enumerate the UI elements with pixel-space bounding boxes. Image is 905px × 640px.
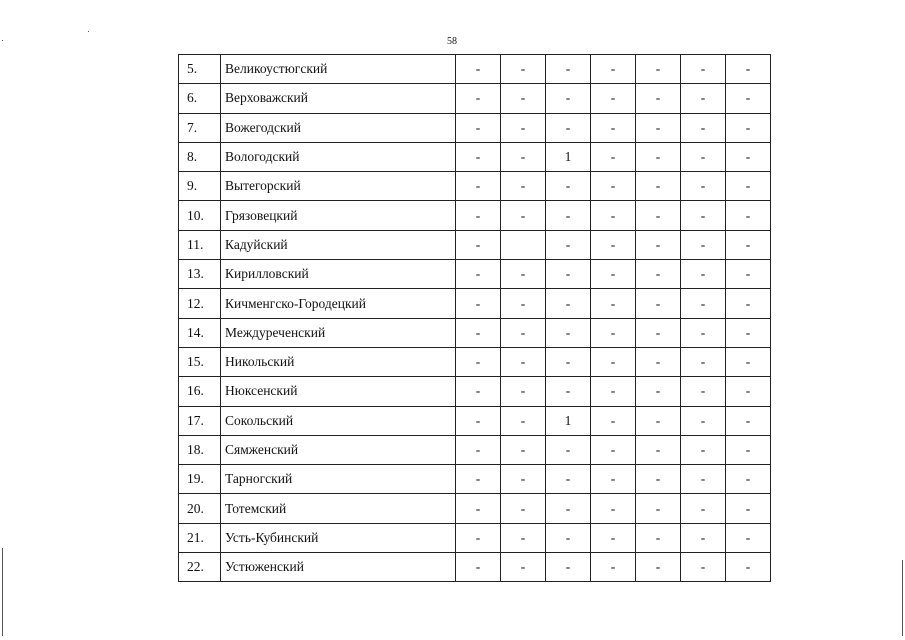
value-cell: - (636, 55, 681, 84)
value-cell: - (456, 406, 501, 435)
district-name: Сокольский (221, 406, 456, 435)
value-cell: - (636, 230, 681, 259)
value-cell: - (546, 55, 591, 84)
value-cell: - (591, 172, 636, 201)
value-cell: - (726, 377, 771, 406)
value-cell: - (636, 553, 681, 582)
table-row (179, 347, 771, 376)
value-cell: - (681, 435, 726, 464)
table-row (179, 172, 771, 201)
row-number: 15. (179, 347, 221, 376)
row-number: 21. (179, 523, 221, 552)
value-cell: - (636, 465, 681, 494)
row-number: 22. (179, 553, 221, 582)
value-cell: - (636, 377, 681, 406)
value-cell: - (681, 201, 726, 230)
value-cell: - (501, 84, 546, 113)
row-number: 14. (179, 318, 221, 347)
value-cell: - (681, 318, 726, 347)
value-cell: - (636, 318, 681, 347)
value-cell: - (591, 494, 636, 523)
value-cell: - (501, 523, 546, 552)
value-cell: - (726, 55, 771, 84)
district-name: Междуреченский (221, 318, 456, 347)
value-cell: - (636, 435, 681, 464)
row-number: 5. (179, 55, 221, 84)
value-cell: 1 (546, 142, 591, 171)
value-cell: - (546, 201, 591, 230)
page-number: 58 (447, 36, 457, 47)
district-name: Вологодский (221, 142, 456, 171)
value-cell: - (456, 230, 501, 259)
value-cell: - (636, 523, 681, 552)
value-cell: - (636, 260, 681, 289)
value-cell: - (546, 465, 591, 494)
value-cell: - (501, 201, 546, 230)
value-cell: - (546, 494, 591, 523)
row-number: 13. (179, 260, 221, 289)
value-cell: - (726, 201, 771, 230)
value-cell: - (726, 553, 771, 582)
value-cell: - (456, 553, 501, 582)
table-row (179, 113, 771, 142)
value-cell: - (456, 84, 501, 113)
table-row (179, 55, 771, 84)
value-cell: - (546, 377, 591, 406)
value-cell: - (591, 435, 636, 464)
district-name: Верховажский (221, 84, 456, 113)
table-row (179, 201, 771, 230)
district-name: Кирилловский (221, 260, 456, 289)
value-cell: - (681, 465, 726, 494)
value-cell: - (591, 142, 636, 171)
value-cell: - (501, 260, 546, 289)
value-cell: - (501, 494, 546, 523)
row-number: 10. (179, 201, 221, 230)
value-cell: - (591, 465, 636, 494)
table-row (179, 260, 771, 289)
value-cell: - (546, 113, 591, 142)
value-cell: - (681, 230, 726, 259)
scan-edge-mark-right (902, 560, 903, 636)
value-cell: - (546, 172, 591, 201)
district-table (178, 54, 771, 582)
row-number: 18. (179, 435, 221, 464)
value-cell: - (636, 113, 681, 142)
value-cell: - (591, 260, 636, 289)
value-cell: - (501, 142, 546, 171)
value-cell: - (726, 523, 771, 552)
value-cell: - (726, 494, 771, 523)
value-cell: - (726, 230, 771, 259)
value-cell: - (591, 347, 636, 376)
value-cell: - (456, 172, 501, 201)
table-row (179, 377, 771, 406)
value-cell: - (681, 523, 726, 552)
value-cell: - (456, 289, 501, 318)
table-row (179, 289, 771, 318)
value-cell: - (636, 84, 681, 113)
row-number: 11. (179, 230, 221, 259)
table-row (179, 318, 771, 347)
value-cell: - (726, 347, 771, 376)
value-cell: - (501, 172, 546, 201)
value-cell: - (456, 113, 501, 142)
row-number: 20. (179, 494, 221, 523)
value-cell: - (726, 172, 771, 201)
row-number: 7. (179, 113, 221, 142)
row-number: 9. (179, 172, 221, 201)
district-name: Сямженский (221, 435, 456, 464)
value-cell: - (681, 347, 726, 376)
value-cell: - (501, 553, 546, 582)
value-cell: - (501, 465, 546, 494)
value-cell: - (726, 84, 771, 113)
district-name: Кичменгско-Городецкий (221, 289, 456, 318)
district-name: Грязовецкий (221, 201, 456, 230)
value-cell: - (636, 142, 681, 171)
value-cell: - (681, 289, 726, 318)
value-cell: - (726, 142, 771, 171)
value-cell: - (456, 55, 501, 84)
value-cell: - (636, 347, 681, 376)
district-name: Великоустюгский (221, 55, 456, 84)
value-cell: - (546, 84, 591, 113)
value-cell: - (546, 523, 591, 552)
value-cell: - (591, 553, 636, 582)
value-cell: - (501, 55, 546, 84)
value-cell: - (591, 523, 636, 552)
scan-speck (2, 40, 3, 41)
value-cell (501, 230, 546, 259)
table-row (179, 494, 771, 523)
value-cell: - (726, 465, 771, 494)
district-name: Никольский (221, 347, 456, 376)
value-cell: - (636, 201, 681, 230)
district-name: Вытегорский (221, 172, 456, 201)
value-cell: - (726, 113, 771, 142)
table-row (179, 523, 771, 552)
value-cell: 1 (546, 406, 591, 435)
row-number: 17. (179, 406, 221, 435)
value-cell: - (456, 377, 501, 406)
value-cell: - (591, 318, 636, 347)
value-cell: - (501, 113, 546, 142)
value-cell: - (591, 406, 636, 435)
value-cell: - (546, 289, 591, 318)
value-cell: - (456, 318, 501, 347)
value-cell: - (546, 553, 591, 582)
row-number: 12. (179, 289, 221, 318)
value-cell: - (456, 465, 501, 494)
district-name: Усть-Кубинский (221, 523, 456, 552)
value-cell: - (681, 84, 726, 113)
value-cell: - (636, 494, 681, 523)
value-cell: - (501, 377, 546, 406)
value-cell: - (681, 55, 726, 84)
value-cell: - (501, 435, 546, 464)
value-cell: - (681, 142, 726, 171)
value-cell: - (636, 289, 681, 318)
value-cell: - (546, 435, 591, 464)
table-row (179, 465, 771, 494)
table-row (179, 406, 771, 435)
value-cell: - (591, 55, 636, 84)
table-body (179, 55, 771, 582)
row-number: 19. (179, 465, 221, 494)
row-number: 16. (179, 377, 221, 406)
value-cell: - (681, 406, 726, 435)
value-cell: - (591, 377, 636, 406)
value-cell: - (726, 435, 771, 464)
value-cell: - (501, 406, 546, 435)
value-cell: - (546, 260, 591, 289)
value-cell: - (591, 113, 636, 142)
table-row (179, 84, 771, 113)
value-cell: - (501, 347, 546, 376)
value-cell: - (456, 201, 501, 230)
row-number: 8. (179, 142, 221, 171)
value-cell: - (681, 494, 726, 523)
value-cell: - (546, 230, 591, 259)
value-cell: - (456, 494, 501, 523)
value-cell: - (501, 289, 546, 318)
district-name: Устюженский (221, 553, 456, 582)
row-number: 6. (179, 84, 221, 113)
value-cell: - (456, 523, 501, 552)
value-cell: - (681, 377, 726, 406)
value-cell: - (456, 260, 501, 289)
table-row (179, 435, 771, 464)
value-cell: - (681, 553, 726, 582)
value-cell: - (591, 84, 636, 113)
value-cell: - (546, 347, 591, 376)
value-cell: - (726, 260, 771, 289)
value-cell: - (591, 201, 636, 230)
scan-speck (88, 31, 89, 32)
value-cell: - (681, 260, 726, 289)
value-cell: - (726, 289, 771, 318)
district-name: Тотемский (221, 494, 456, 523)
value-cell: - (681, 113, 726, 142)
table-row (179, 553, 771, 582)
value-cell: - (456, 142, 501, 171)
value-cell: - (591, 230, 636, 259)
value-cell: - (681, 172, 726, 201)
value-cell: - (456, 347, 501, 376)
district-name: Нюксенский (221, 377, 456, 406)
value-cell: - (726, 406, 771, 435)
value-cell: - (636, 172, 681, 201)
value-cell: - (591, 289, 636, 318)
district-name: Тарногский (221, 465, 456, 494)
value-cell: - (726, 318, 771, 347)
value-cell: - (546, 318, 591, 347)
value-cell: - (501, 318, 546, 347)
value-cell: - (456, 435, 501, 464)
district-name: Кадуйский (221, 230, 456, 259)
table-row (179, 142, 771, 171)
table-row (179, 230, 771, 259)
value-cell: - (636, 406, 681, 435)
scan-edge-mark-left (2, 548, 3, 636)
district-name: Вожегодский (221, 113, 456, 142)
